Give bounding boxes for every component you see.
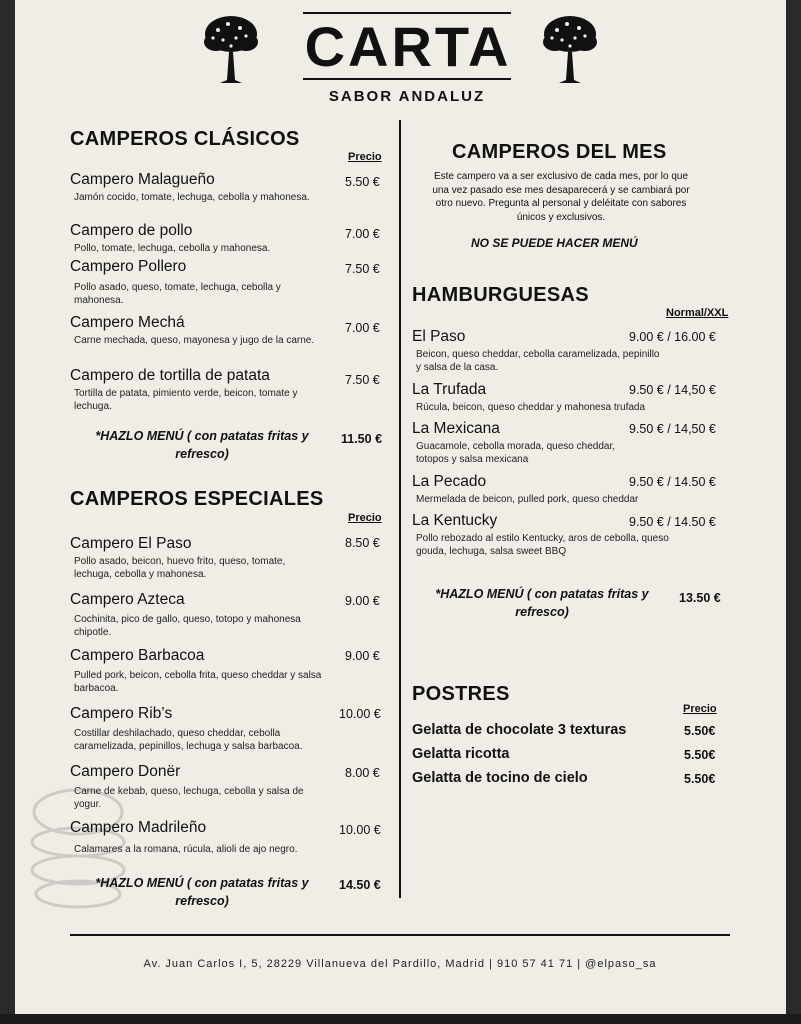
item-description: Carne de kebab, queso, lechuga, cebolla y salsa de yogur. (74, 786, 304, 810)
item-name: Campero Mechá (70, 314, 185, 331)
section-title-postres: POSTRES (412, 683, 510, 705)
column-divider (399, 120, 401, 898)
section-title-clasicos: CAMPEROS CLÁSICOS (70, 128, 300, 150)
item-price: 7.00 € (345, 227, 380, 241)
item-name: La Pecado (412, 473, 487, 490)
item-price: 10.00 € (339, 707, 381, 721)
item-name: Campero Pollero (70, 258, 187, 275)
dessert-price: 5.50€ (684, 772, 716, 786)
page-subtitle: SABOR ANDALUZ (328, 88, 486, 105)
menu-combo-price: 11.50 € (341, 432, 383, 446)
dessert-name: Gelatta de tocino de cielo (412, 770, 588, 786)
section-title-del-mes: CAMPEROS DEL MES (452, 141, 667, 163)
price-header-hamburguesas: Normal/XXL (666, 307, 729, 319)
del-mes-description: Este campero va a ser exclusivo de cada mes, por lo que una vez pasado ese mes desaparecerá y se cambiará por otro nuevo. Pregunta al personal y deléitate con sabores únicos y exclusivos. (432, 171, 690, 223)
dessert-name: Gelatta de chocolate 3 texturas (412, 722, 627, 738)
menu-item (412, 328, 662, 374)
olive-tree-right-icon (537, 12, 603, 84)
section-title-hamburguesas: HAMBURGUESAS (412, 284, 589, 306)
item-description: Calamares a la romana, rúcula, alioli de ajo negro. (74, 844, 298, 855)
item-description: Tortilla de patata, pimiento verde, beicon, tomate y lechuga. (74, 388, 298, 412)
item-name: Campero de tortilla de patata (70, 367, 270, 384)
item-description: Pollo asado, beicon, huevo frito, queso, tomate, lechuga, cebolla y mahonesa. (74, 556, 286, 580)
menu-item (70, 367, 320, 413)
item-description: Jamón cocido, tomate, lechuga, cebolla y mahonesa. (74, 192, 310, 203)
menu-item (70, 591, 332, 639)
del-mes-note: NO SE PUEDE HACER MENÚ (471, 236, 638, 250)
menu-combo-note: *HAZLO MENÚ ( con patatas fritas y refresco) (95, 876, 309, 908)
menu-item (70, 705, 340, 753)
price-header-clasicos: Precio (348, 151, 382, 163)
menu-item (70, 647, 332, 695)
item-description: Costillar deshilachado, queso cheddar, cebolla caramelizada, pepinillos, lechuga y salsa barbacoa. (74, 728, 303, 752)
menu-item (70, 171, 320, 204)
menu-item (70, 819, 340, 856)
item-description: Rúcula, beicon, queso cheddar y mahonesa trufada (416, 402, 646, 413)
bottom-strip (0, 1014, 801, 1024)
menu-item (70, 222, 330, 255)
item-name: Campero Azteca (70, 591, 185, 608)
item-description: Pollo, tomate, lechuga, cebolla y mahonesa. (74, 243, 271, 254)
item-price: 9.50 € / 14.50 € (629, 515, 716, 529)
item-price: 9.00 € / 16.00 € (629, 330, 716, 344)
menu-item (70, 535, 320, 581)
item-name: Campero Barbacoa (70, 647, 205, 664)
item-name: La Trufada (412, 381, 487, 398)
item-name: Campero de pollo (70, 222, 193, 239)
menu-combo-price: 14.50 € (339, 878, 381, 892)
item-description: Beicon, queso cheddar, cebolla caramelizada, pepinillo y salsa de la casa. (416, 349, 660, 373)
item-name: Campero Madrileño (70, 819, 207, 836)
section-title-especiales: CAMPEROS ESPECIALES (70, 488, 324, 510)
item-description: Pulled pork, beicon, cebolla frita, queso cheddar y salsa barbacoa. (74, 670, 322, 694)
olive-tree-left-icon (198, 12, 264, 84)
menu-item (70, 763, 332, 811)
item-price: 8.50 € (345, 536, 380, 550)
title-rule-bottom (303, 78, 511, 80)
item-description: Cochinita, pico de gallo, queso, totopo y mahonesa chipotle. (74, 614, 301, 638)
item-price: 9.50 € / 14,50 € (629, 422, 716, 436)
dessert-price: 5.50€ (684, 748, 716, 762)
page-title: CARTA (304, 15, 512, 78)
item-name: Campero Malagueño (70, 171, 215, 188)
item-name: Campero El Paso (70, 535, 192, 552)
item-price: 9.00 € (345, 594, 380, 608)
item-name: Campero Rib’s (70, 705, 173, 722)
item-price: 9.50 € / 14.50 € (629, 475, 716, 489)
item-price: 9.00 € (345, 649, 380, 663)
footer-rule (70, 934, 730, 936)
dessert-price: 5.50€ (684, 724, 716, 738)
item-price: 8.00 € (345, 766, 380, 780)
item-name: El Paso (412, 328, 466, 345)
item-price: 10.00 € (339, 823, 381, 837)
item-price: 7.50 € (345, 373, 380, 387)
item-name: La Kentucky (412, 512, 498, 529)
dessert-name: Gelatta ricotta (412, 746, 510, 762)
item-description: Mermelada de beicon, pulled pork, queso cheddar (416, 494, 639, 505)
item-price: 7.00 € (345, 321, 380, 335)
item-description: Pollo rebozado al estilo Kentucky, aros de cebolla, queso gouda, lechuga, salsa sweet BBQ (416, 533, 669, 557)
item-description: Pollo asado, queso, tomate, lechuga, cebolla y mahonesa. (74, 282, 281, 306)
item-description: Carne mechada, queso, mayonesa y jugo de la carne. (74, 335, 315, 346)
item-name: Campero Donër (70, 763, 181, 780)
footer-contact: Av. Juan Carlos I, 5, 28229 Villanueva del Pardillo, Madrid | 910 57 41 71 | @elpaso_sa (143, 958, 657, 970)
price-header-postres: Precio (683, 703, 717, 715)
item-price: 9.50 € / 14,50 € (629, 383, 716, 397)
item-name: La Mexicana (412, 420, 500, 437)
menu-combo-note: *HAZLO MENÚ ( con patatas fritas y refresco) (435, 587, 649, 619)
menu-combo-price: 13.50 € (679, 591, 721, 605)
menu-item (70, 258, 320, 307)
menu-combo-note: *HAZLO MENÚ ( con patatas fritas y refresco) (95, 429, 309, 461)
menu-item (412, 420, 648, 466)
item-price: 5.50 € (345, 175, 380, 189)
menu-item (70, 314, 320, 347)
item-description: Guacamole, cebolla morada, queso cheddar, totopos y salsa mexicana (416, 441, 616, 465)
price-header-especiales: Precio (348, 512, 382, 524)
item-price: 7.50 € (345, 262, 380, 276)
